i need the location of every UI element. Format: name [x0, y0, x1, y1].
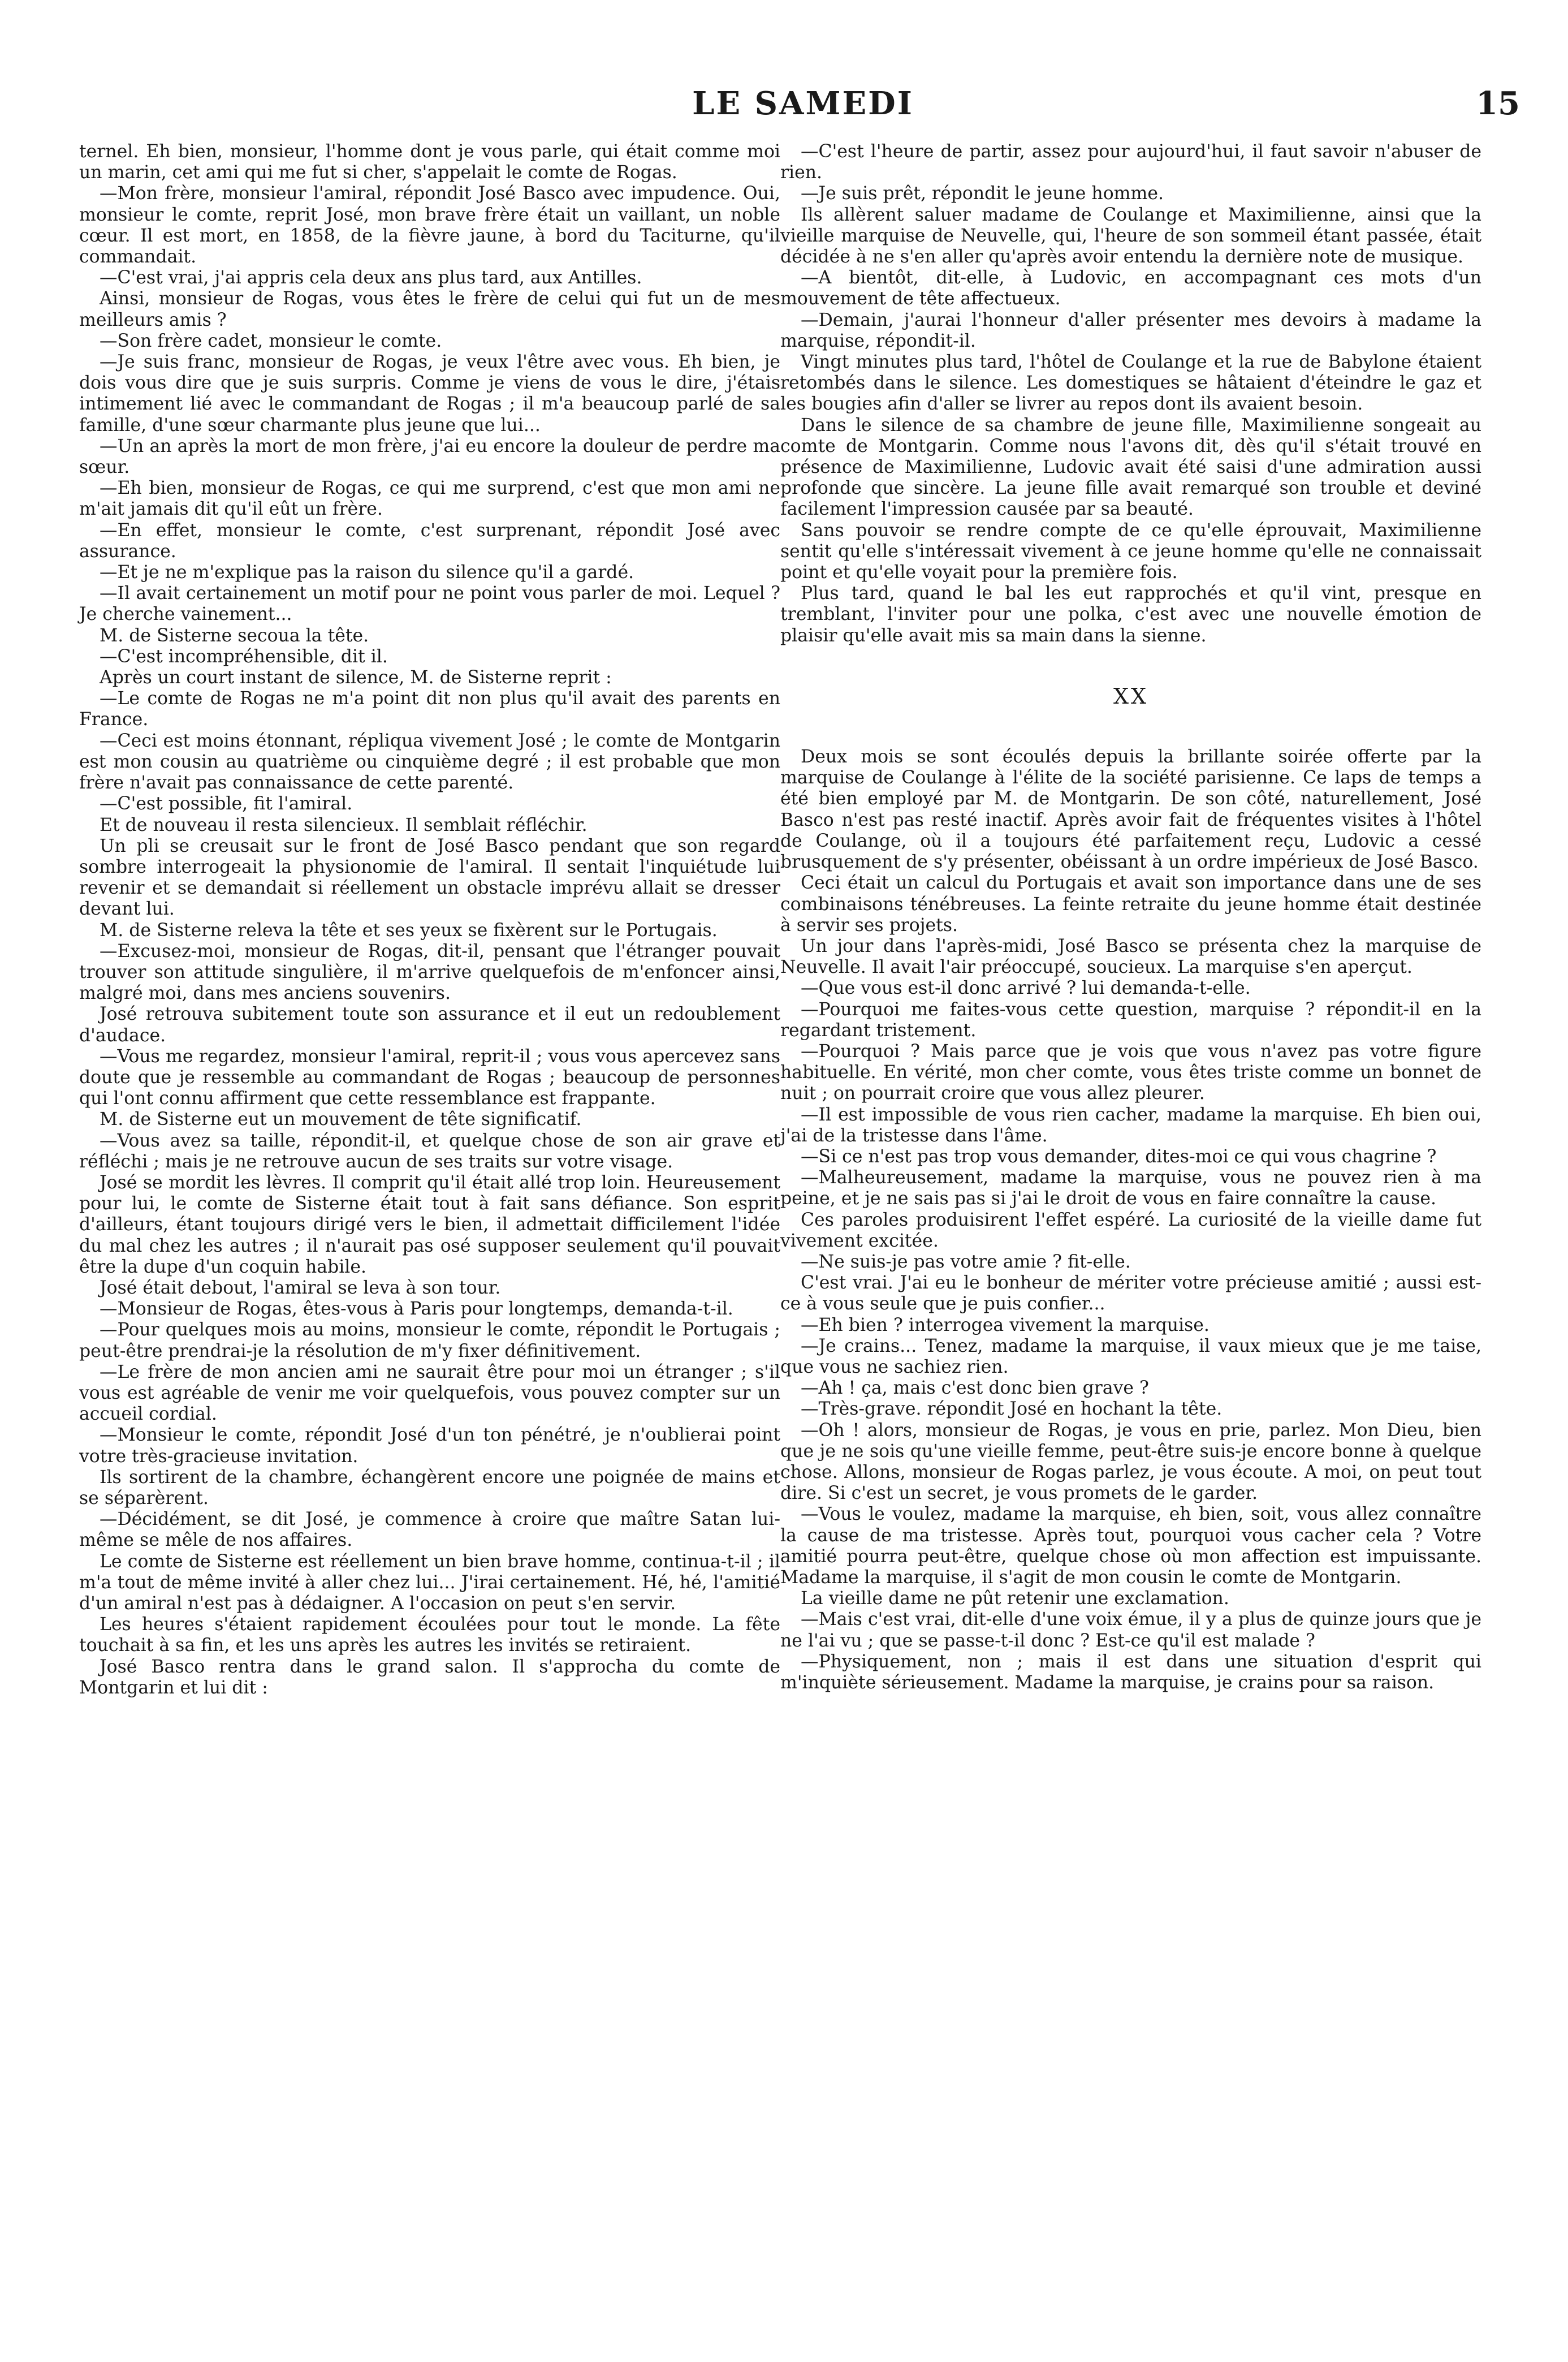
- paragraph: —Le comte de Rogas ne m'a point dit non plus qu'il avait des parents en France.: [79, 688, 780, 730]
- paragraph: José était debout, l'amiral se leva à son tour.: [100, 1277, 501, 1298]
- paragraph: La vieille dame ne pût retenir une exclamation.: [801, 1588, 1229, 1609]
- paragraph: —Vous me regardez, monsieur l'amiral, reprit-il ; vous vous apercevez sans doute que je ressemble au commandant de Rogas ; beaucoup de personnes qui l'ont connu affirment que cette ressemblance est frappante.: [79, 1046, 780, 1109]
- paragraph: M. de Sisterne secoua la tête.: [100, 625, 369, 646]
- right-column-chapter-text: [780, 747, 1481, 1693]
- paragraph: Vingt minutes plus tard, l'hôtel de Coulange et la rue de Babylone étaient retombés dans le silence. Les domestiques se hâtaient d'éteindre le gaz et les bougies afin d'aller se livrer au repos dont ils avaient besoin.: [780, 352, 1481, 415]
- page-number: 15: [1476, 85, 1520, 122]
- paragraph: —Un an après la mort de mon frère, j'ai eu encore la douleur de perdre ma sœur.: [79, 436, 780, 478]
- paragraph: —Monsieur de Rogas, êtes-vous à Paris pour longtemps, demanda-t-il.: [100, 1299, 733, 1320]
- paragraph: —Son frère cadet, monsieur le comte.: [100, 330, 442, 351]
- paragraph: —Mais c'est vrai, dit-elle d'une voix émue, il y a plus de quinze jours que je ne l'ai vu ; que se passe-t-il donc ? Est-ce qu'il est malade ?: [780, 1609, 1481, 1651]
- paragraph: —Vous avez sa taille, répondit-il, et quelque chose de son air grave et réfléchi ; mais je ne retrouve aucun de ses traits sur votre visage.: [79, 1130, 780, 1172]
- paragraph: —En effet, monsieur le comte, c'est surprenant, répondit José avec assurance.: [79, 520, 780, 562]
- paragraph: —Ne suis-je pas votre amie ? fit-elle.: [801, 1251, 1131, 1272]
- paragraph: —C'est l'heure de partir, assez pour aujourd'hui, il faut savoir n'abuser de rien.: [780, 141, 1481, 183]
- paragraph: —A bientôt, dit-elle, à Ludovic, en accompagnant ces mots d'un mouvement de tête affectueux.: [780, 268, 1481, 309]
- paragraph: —Le frère de mon ancien ami ne saurait être pour moi un étranger ; s'il vous est agréable de venir me voir quelquefois, vous pouvez compter sur un accueil cordial.: [79, 1361, 780, 1425]
- paragraph: —C'est vrai, j'ai appris cela deux ans plus tard, aux Antilles.: [100, 268, 642, 288]
- paragraph: Dans le silence de sa chambre de jeune fille, Maximilienne songeait au comte de Montgarin. Comme nous l'avons dit, dès qu'il s'était trouvé en présence de Maximilienne, Ludovic avait été saisi d'une admiration aussi profonde que sincère. La jeune fille avait remarqué son trouble et deviné facilement l'impression causée par sa beauté.: [780, 415, 1481, 520]
- chapter-heading: XX: [1113, 683, 1149, 709]
- paragraph: —Pour quelques mois au moins, monsieur le comte, répondit le Portugais ; peut-être prendrai-je la résolution de m'y fixer définitivement.: [79, 1320, 780, 1361]
- paragraph: —Il avait certainement un motif pour ne point vous parler de moi. Lequel ? Je cherche vainement...: [79, 583, 780, 625]
- right-column: [780, 141, 1481, 2234]
- paragraph: José Basco rentra dans le grand salon. Il s'approcha du comte de Montgarin et lui dit :: [79, 1656, 780, 1698]
- paragraph: —Décidément, se dit José, je commence à croire que maître Satan lui-même se mêle de nos affaires.: [79, 1509, 780, 1551]
- paragraph: Et de nouveau il resta silencieux. Il semblait réfléchir.: [100, 814, 588, 835]
- paragraph: —Monsieur le comte, répondit José d'un ton pénétré, je n'oublierai point votre très-gracieuse invitation.: [79, 1425, 780, 1467]
- paragraph: M. de Sisterne releva la tête et ses yeux se fixèrent sur le Portugais.: [100, 920, 718, 941]
- left-column: [79, 141, 780, 2234]
- paragraph: —Je suis prêt, répondit le jeune homme.: [801, 183, 1164, 204]
- paragraph: C'est vrai. J'ai eu le bonheur de mériter votre précieuse amitié ; aussi est-ce à vous seule que je puis confier...: [780, 1273, 1481, 1314]
- paragraph: —Vous le voulez, madame la marquise, eh bien, soit, vous allez connaître la cause de ma tristesse. Après tout, pourquoi vous cacher cela ? Votre amitié pourra peut-être, quelque chose où mon affection est impuissante. Madame la marquise, il s'agit de mon cousin le comte de Montgarin.: [780, 1504, 1481, 1588]
- right-column-before-chapter: [780, 141, 1481, 646]
- paragraph: —Eh bien, monsieur de Rogas, ce qui me surprend, c'est que mon ami ne m'ait jamais dit qu'il eût un frère.: [79, 478, 780, 520]
- paragraph: Ceci était un calcul du Portugais et avait son importance dans une de ses combinaisons ténébreuses. La feinte retraite du jeune homme était destinée à servir ses projets.: [780, 873, 1481, 936]
- paragraph: —Physiquement, non ; mais il est dans une situation d'esprit qui m'inquiète sérieusement. Madame la marquise, je crains pour sa raison.: [780, 1651, 1481, 1693]
- paragraph: —Eh bien ? interrogea vivement la marquise.: [801, 1314, 1210, 1335]
- paragraph: Sans pouvoir se rendre compte de ce qu'elle éprouvait, Maximilienne sentit qu'elle s'intéressait vivement à ce jeune homme qu'elle ne connaissait point et qu'elle voyait pour la première fois.: [780, 520, 1481, 583]
- paragraph: Après un court instant de silence, M. de Sisterne reprit :: [100, 667, 612, 688]
- paragraph: Ainsi, monsieur de Rogas, vous êtes le frère de celui qui fut un de mes meilleurs amis ?: [79, 288, 780, 330]
- running-head: [0, 85, 1568, 136]
- paragraph: Ils allèrent saluer madame de Coulange et Maximilienne, ainsi que la vieille marquise de Neuvelle, qui, l'heure de son sommeil étant passée, était décidée à ne s'en aller qu'après avoir entendu la dernière note de musique.: [780, 204, 1481, 268]
- paragraph: —C'est possible, fit l'amiral.: [100, 794, 353, 814]
- paragraph: —Excusez-moi, monsieur de Rogas, dit-il, pensant que l'étranger pouvait trouver son attitude singulière, il m'arrive quelquefois de m'enfoncer ainsi, malgré moi, dans mes anciens souvenirs.: [79, 941, 780, 1004]
- paragraph: —Très-grave. répondit José en hochant la tête.: [801, 1399, 1223, 1420]
- paragraph: —Je suis franc, monsieur de Rogas, je veux l'être avec vous. Eh bien, je dois vous dire que je suis surpris. Comme je viens de vous le dire, j'étais intimement lié avec le commandant de Rogas ; il m'a beaucoup parlé de sa famille, d'une sœur charmante plus jeune que lui...: [79, 352, 780, 436]
- journal-title: LE SAMEDI: [692, 85, 914, 122]
- paragraph: Le comte de Sisterne est réellement un bien brave homme, continua-t-il ; il m'a tout de même invité à aller chez lui... J'irai certainement. Hé, hé, l'amitié d'un amiral n'est pas à dédaigner. A l'occasion on peut s'en servir.: [79, 1551, 780, 1614]
- paragraph: Deux mois se sont écoulés depuis la brillante soirée offerte par la marquise de Coulange à l'élite de la société parisienne. Ce laps de temps a été bien employé par M. de Montgarin. De son côté, naturellement, José Basco n'est pas resté inactif. Après avoir fait de fréquentes visites à l'hôtel de Coulange, où il a toujours été parfaitement reçu, Ludovic a cessé brusquement de s'y présenter, obéissant à un ordre impérieux de José Basco.: [780, 747, 1481, 873]
- paragraph: —Si ce n'est pas trop vous demander, dites-moi ce qui vous chagrine ?: [801, 1146, 1437, 1167]
- paragraph: —Pourquoi me faites-vous cette question, marquise ? répondit-il en la regardant tristement.: [780, 999, 1481, 1041]
- paragraph: M. de Sisterne eut un mouvement de tête significatif.: [100, 1109, 582, 1130]
- paragraph: —Que vous est-il donc arrivé ? lui demanda-t-elle.: [801, 978, 1251, 999]
- paragraph: Un jour dans l'après-midi, José Basco se présenta chez la marquise de Neuvelle. Il avait l'air préoccupé, soucieux. La marquise s'en aperçut.: [780, 936, 1481, 978]
- paragraph: Plus tard, quand le bal les eut rapprochés et qu'il vint, presque en tremblant, l'inviter pour une polka, c'est avec une nouvelle émotion de plaisir qu'elle avait mis sa main dans la sienne.: [780, 583, 1481, 646]
- paragraph: José retrouva subitement toute son assurance et il eut un redoublement d'audace.: [79, 1004, 780, 1046]
- paragraph: —Mon frère, monsieur l'amiral, répondit José Basco avec impudence. Oui, monsieur le comte, reprit José, mon brave frère était un vaillant, un noble cœur. Il est mort, en 1858, de la fièvre jaune, à bord du Taciturne, qu'il commandait.: [79, 183, 780, 268]
- paragraph: —Pourquoi ? Mais parce que je vois que vous n'avez pas votre figure habituelle. En vérité, mon cher comte, vous êtes triste comme un bonnet de nuit ; on pourrait croire que vous allez pleurer.: [780, 1041, 1481, 1104]
- paragraph: —Ah ! ça, mais c'est donc bien grave ?: [801, 1378, 1149, 1399]
- paragraph: José se mordit les lèvres. Il comprit qu'il était allé trop loin. Heureusement pour lui, le comte de Sisterne était tout à fait sans défiance. Son esprit d'ailleurs, étant toujours dirigé vers le bien, il admettait difficilement l'idée du mal chez les autres ; il n'aurait pas osé supposer seulement qu'il pouvait être la dupe d'un coquin habile.: [79, 1172, 780, 1277]
- paragraph: —Oh ! alors, monsieur de Rogas, je vous en prie, parlez. Mon Dieu, bien que je ne sois qu'une vieille femme, peut-être suis-je encore bonne à quelque chose. Allons, monsieur de Rogas parlez, je vous écoute. A moi, on peut tout dire. Si c'est un secret, je vous promets de le garder.: [780, 1420, 1481, 1504]
- paragraph: —Malheureusement, madame la marquise, vous ne pouvez rien à ma peine, et je ne sais pas si j'ai le droit de vous en faire connaître la cause.: [780, 1167, 1481, 1209]
- paragraph: Ils sortirent de la chambre, échangèrent encore une poignée de mains et se séparèrent.: [79, 1467, 780, 1508]
- paragraph: ternel. Eh bien, monsieur, l'homme dont je vous parle, qui était comme moi un marin, cet ami qui me fut si cher, s'appelait le comte de Rogas.: [79, 141, 780, 183]
- paragraph: Ces paroles produisirent l'effet espéré. La curiosité de la vieille dame fut vivement excitée.: [780, 1209, 1481, 1251]
- paragraph: Un pli se creusait sur le front de José Basco pendant que son regard sombre interrogeait la physionomie de l'amiral. Il sentait l'inquiétude lui revenir et se demandait si réellement un obstacle imprévu allait se dresser devant lui.: [79, 835, 780, 920]
- paragraph: —Ceci est moins étonnant, répliqua vivement José ; le comte de Montgarin est mon cousin au quatrième ou cinquième degré ; il est probable que mon frère n'avait pas connaissance de cette parenté.: [79, 730, 780, 794]
- paragraph: —Demain, j'aurai l'honneur d'aller présenter mes devoirs à madame la marquise, répondit-il.: [780, 309, 1481, 351]
- paragraph: —Et je ne m'explique pas la raison du silence qu'il a gardé.: [100, 562, 634, 583]
- paragraph: —C'est incompréhensible, dit il.: [100, 646, 388, 667]
- paragraph: —Il est impossible de vous rien cacher, madame la marquise. Eh bien oui, j'ai de la tristesse dans l'âme.: [780, 1104, 1481, 1146]
- paragraph: Les heures s'étaient rapidement écoulées pour tout le monde. La fête touchait à sa fin, et les uns après les autres les invités se retiraient.: [79, 1614, 780, 1656]
- paragraph: —Je crains... Tenez, madame la marquise, il vaux mieux que je me taise, que vous ne sachiez rien.: [780, 1335, 1481, 1377]
